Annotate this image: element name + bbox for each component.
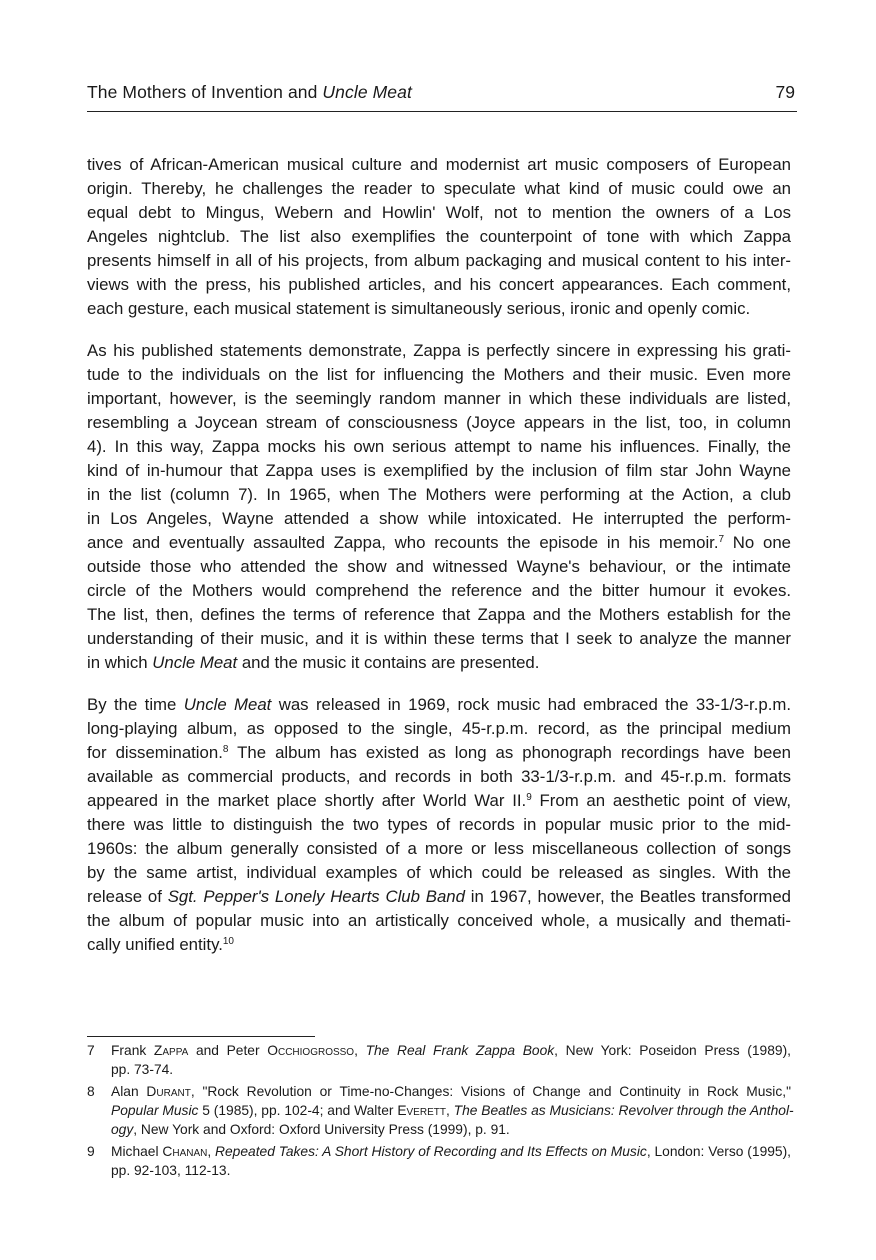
running-title-text: The Mothers of Invention and	[87, 82, 323, 102]
text-line: 1960s: the album generally consisted of a more or less miscellaneous collection of songs	[87, 839, 791, 858]
paragraph-3	[87, 693, 791, 957]
text-line: understanding of their music, and it is within these terms that I seek to analyze the manner	[87, 629, 791, 648]
text-line: As his published statements demonstrate, Zappa is perfectly sincere in expressing his grati-	[87, 341, 791, 360]
text-line: outside those who attended the show and witnessed Wayne's behaviour, or the intimate	[87, 557, 791, 576]
text-line: By the time Uncle Meat was released in 1969, rock music had embraced the 33-1/3-r.p.m.	[87, 695, 791, 714]
text-line: release of Sgt. Pepper's Lonely Hearts Club Band in 1967, however, the Beatles transformed	[87, 887, 792, 906]
text-line: 4). In this way, Zappa mocks his own serious attempt to name his influences. Finally, the	[87, 437, 791, 456]
text-line: origin. Thereby, he challenges the reader to speculate what kind of music could owe an	[87, 179, 791, 198]
running-title	[87, 82, 412, 103]
footnote-line: Frank Zappa and Peter Occhiogrosso, The Real Frank Zappa Book, New York: Poseidon Press (1989),	[111, 1043, 791, 1058]
footnote-7	[87, 1041, 791, 1079]
text-line: each gesture, each musical statement is simultaneously serious, ironic and openly comic.	[87, 299, 751, 318]
text-line: kind of in-humour that Zappa uses is exemplified by the inclusion of film star John Wayne	[87, 461, 791, 480]
text-line: equal debt to Mingus, Webern and Howlin' Wolf, not to mention the owners of a Los	[87, 203, 791, 222]
album-title: Uncle Meat	[183, 695, 272, 714]
footnote-line: Michael Chanan, Repeated Takes: A Short History of Recording and Its Effects on Music, London: Verso (1995),	[111, 1144, 792, 1159]
text-line: in Los Angeles, Wayne attended a show while intoxicated. He interrupted the perform-	[87, 509, 791, 528]
footnote-line: pp. 73-74.	[111, 1062, 174, 1077]
text-line: tude to the individuals on the list for influencing the Mothers and their music. Even more	[87, 365, 791, 384]
text-line: appeared in the market place shortly after World War II.$^9$ From an aesthetic point of view,	[87, 791, 791, 810]
body-text	[87, 153, 791, 957]
footnote-ref-8[interactable]: 8	[222, 744, 229, 755]
text-line: in which Uncle Meat and the music it contains are presented.	[87, 653, 540, 672]
footnote-9	[87, 1142, 791, 1180]
text-line: views with the press, his published articles, and his concert appearances. Each comment,	[87, 275, 791, 294]
header-rule	[87, 111, 797, 112]
text-line: The list, then, defines the terms of reference that Zappa and the Mothers establish for the	[87, 605, 791, 624]
footnote-number: 8	[87, 1084, 95, 1099]
text-line: resembling a Joycean stream of consciousness (Joyce appears in the list, too, in column	[87, 413, 791, 432]
text-line: by the same artist, individual examples of which could be released as singles. With the	[87, 863, 791, 882]
page-number: 79	[775, 82, 795, 102]
text-line: important, however, is the seemingly random manner in which these individuals are listed,	[87, 389, 791, 408]
paragraph-1	[87, 153, 791, 321]
text-line: presents himself in all of his projects, from album packaging and musical content to his inter-	[87, 251, 791, 270]
footnote-line: ogy, New York and Oxford: Oxford University Press (1999), p. 91.	[111, 1122, 510, 1137]
album-title: Uncle Meat	[152, 653, 238, 672]
text-line: tives of African-American musical culture and modernist art music composers of European	[87, 155, 791, 174]
text-line: cally unified entity.$^{10}$	[87, 935, 234, 954]
paragraph-2	[87, 339, 791, 675]
footnotes	[87, 1041, 794, 1183]
footnote-line: Popular Music 5 (1985), pp. 102-4; and Walter Everett, The Beatles as Musicians: Revolver through the Anthol-	[111, 1103, 794, 1118]
running-title-italic: Uncle Meat	[322, 82, 412, 102]
text-line: ance and eventually assaulted Zappa, who recounts the episode in his memoir.$^7$ No one	[87, 533, 791, 552]
footnote-ref-7[interactable]: 7	[718, 534, 725, 545]
text-line: in the list (column 7). In 1965, when The Mothers were performing at the Action, a club	[87, 485, 791, 504]
running-header	[87, 82, 797, 110]
footnote-line: Alan Durant, "Rock Revolution or Time-no-Changes: Visions of Change and Continuity in Rock Music,"	[111, 1084, 791, 1099]
footnote-ref-9[interactable]: 9	[526, 792, 532, 803]
footnote-ref-10[interactable]: 10	[222, 936, 234, 947]
text-line: Angeles nightclub. The list also exemplifies the counterpoint of tone with which Zappa	[87, 227, 791, 246]
text-line: for dissemination.$^8$ The album has existed as long as phonograph recordings have been	[87, 743, 791, 762]
footnote-rule	[87, 1036, 315, 1037]
album-title: Sgt. Pepper's Lonely Hearts Club Band	[167, 887, 465, 906]
footnote-number: 9	[87, 1144, 95, 1159]
footnote-8	[87, 1082, 794, 1139]
text-line: there was little to distinguish the two types of records in popular music prior to the mid-	[87, 815, 791, 834]
footnote-number: 7	[87, 1043, 95, 1058]
text-line: the album of popular music into an artistically conceived whole, a musically and themati-	[87, 911, 791, 930]
text-line: long-playing album, as opposed to the single, 45-r.p.m. record, as the principal medium	[87, 719, 791, 738]
footnote-line: pp. 92-103, 112-13.	[111, 1163, 231, 1178]
text-line: available as commercial products, and records in both 33-1/3-r.p.m. and 45-r.p.m. formats	[87, 767, 791, 786]
text-line: circle of the Mothers would comprehend the reference and the bitter humour it evokes.	[87, 581, 791, 600]
